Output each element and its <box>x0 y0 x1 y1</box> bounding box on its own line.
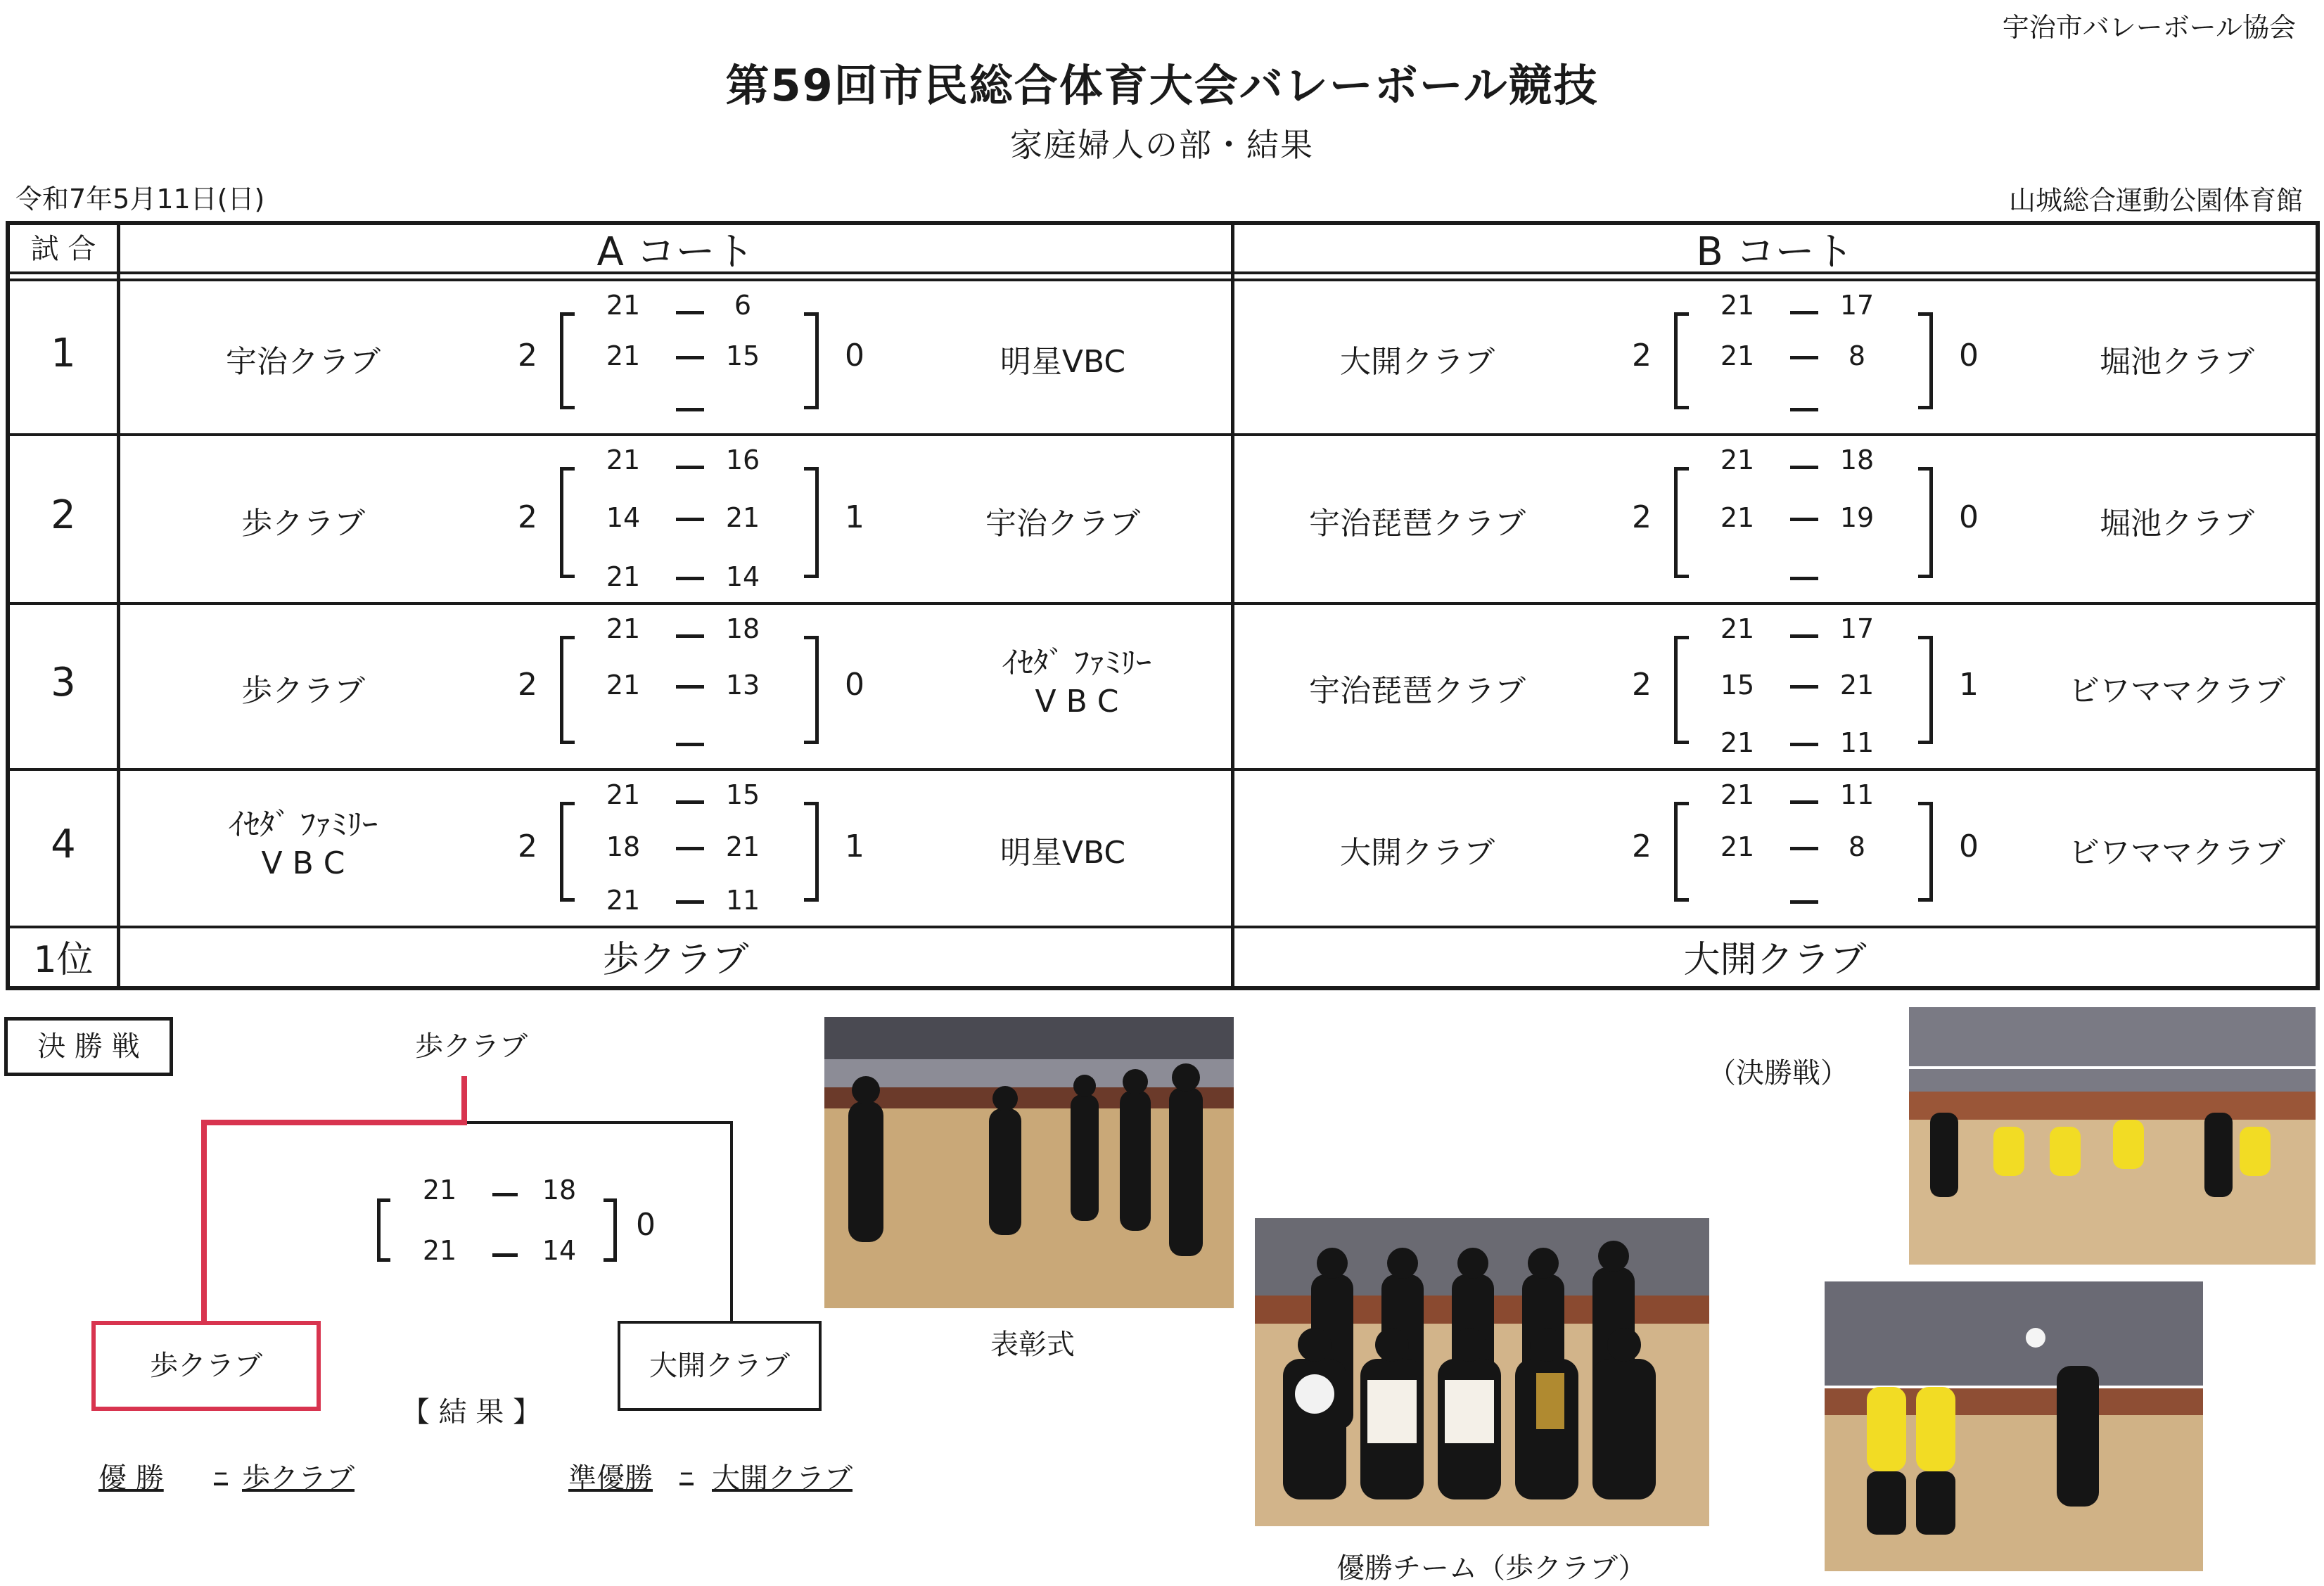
score-bracket-left <box>560 312 575 409</box>
set-score-home: 21 <box>606 670 641 701</box>
score-bracket-right <box>1918 802 1933 902</box>
away-team-line2: V B C <box>1035 684 1119 720</box>
final-set1-right: 18 <box>542 1175 577 1206</box>
home-sets: 2 <box>1632 829 1652 864</box>
score-dash <box>1790 466 1818 469</box>
set-score-away: 11 <box>725 885 760 916</box>
set-score-home: 21 <box>606 779 641 810</box>
away-sets: 0 <box>845 338 864 373</box>
set-score-away: 17 <box>1839 290 1875 321</box>
set-score-home: 21 <box>1720 779 1755 810</box>
score-bracket-left <box>560 636 575 744</box>
runnerup-team: 大開クラブ <box>712 1462 853 1495</box>
set-score-away: 15 <box>725 779 760 810</box>
score-dash <box>676 577 704 580</box>
winner-line-vertical <box>461 1076 467 1123</box>
runnerup-label: 準優勝 <box>568 1462 653 1495</box>
away-sets: 0 <box>845 667 864 703</box>
match-number: 4 <box>51 821 76 867</box>
home-sets: 2 <box>1632 667 1652 703</box>
away-team: 堀池クラブ <box>2100 506 2254 542</box>
home-team: 歩クラブ <box>241 506 365 542</box>
final-label-box <box>4 1017 173 1076</box>
set-score-home: 21 <box>606 290 641 321</box>
set-score-away: 11 <box>1839 727 1875 758</box>
ceremony-photo <box>824 1017 1234 1308</box>
runnerup-line-horizontal <box>467 1121 733 1124</box>
first-place-court-b: 大開クラブ <box>1683 939 1867 981</box>
away-team: ビワママクラブ <box>2069 673 2285 709</box>
score-bracket-right <box>804 802 819 902</box>
score-dash <box>676 466 704 469</box>
match-header: 試 合 <box>30 233 96 265</box>
score-dash <box>1790 356 1818 359</box>
away-sets: 0 <box>1959 338 1979 373</box>
score-bracket-left <box>1674 802 1689 902</box>
set-score-away: 6 <box>734 290 752 321</box>
score-bracket-right <box>1918 636 1933 744</box>
set-score-away: 21 <box>725 502 760 533</box>
away-sets: 1 <box>1959 667 1979 703</box>
score-bracket-right <box>1918 467 1933 578</box>
score-dash <box>1790 518 1818 521</box>
score-bracket-right <box>804 636 819 744</box>
final-team-right-box <box>618 1321 822 1411</box>
away-team: ｲｾﾀﾞ ﾌｧﾐﾘｰ <box>1002 645 1151 681</box>
winner-line-down <box>201 1120 207 1321</box>
score-dash <box>676 743 704 746</box>
final-team-left: 歩クラブ <box>150 1350 262 1382</box>
home-team: 宇治琵琶クラブ <box>1309 506 1526 542</box>
champion-label: 優 勝 <box>98 1462 164 1495</box>
set-score-away: 18 <box>725 613 760 644</box>
score-bracket-left <box>1674 636 1689 744</box>
away-sets: 0 <box>1959 499 1979 535</box>
score-bracket-right <box>1918 312 1933 409</box>
score-dash <box>676 800 704 804</box>
set-score-away: 15 <box>725 340 760 371</box>
set-score-home: 21 <box>606 561 641 592</box>
final-winner-top: 歩クラブ <box>415 1030 528 1063</box>
set-score-away: 8 <box>1848 831 1866 862</box>
set-score-away: 19 <box>1839 502 1875 533</box>
final-score-bracket-left <box>377 1198 390 1262</box>
match-number: 3 <box>51 660 76 705</box>
champion-team-photo <box>1255 1218 1709 1526</box>
score-dash <box>1790 847 1818 850</box>
final-team-left-box <box>91 1321 321 1411</box>
set-score-home: 15 <box>1720 670 1755 701</box>
away-sets: 1 <box>845 499 864 535</box>
court-b-header: B コート <box>1696 229 1854 275</box>
first-place-court-a: 歩クラブ <box>602 939 749 981</box>
champion-team-caption: 優勝チーム（歩クラブ） <box>1336 1552 1647 1585</box>
score-dash <box>676 847 704 850</box>
score-bracket-left <box>560 802 575 902</box>
score-bracket-left <box>1674 312 1689 409</box>
final-set2-left: 21 <box>422 1235 457 1266</box>
home-team: ｲｾﾀﾞ ﾌｧﾐﾘｰ <box>229 807 378 843</box>
home-sets: 2 <box>518 338 537 373</box>
set-score-home: 21 <box>1720 727 1755 758</box>
score-dash <box>676 518 704 521</box>
set-score-home: 21 <box>606 445 641 475</box>
set-score-away: 21 <box>725 831 760 862</box>
event-venue: 山城総合運動公園体育館 <box>2008 185 2303 216</box>
score-bracket-left <box>560 467 575 578</box>
away-team: 明星VBC <box>1000 344 1126 380</box>
ceremony-caption: 表彰式 <box>990 1329 1075 1361</box>
result-label: 【 結 果 】 <box>401 1396 542 1428</box>
home-team: 宇治琵琶クラブ <box>1309 673 1526 709</box>
final-set1-left: 21 <box>422 1175 457 1206</box>
set-score-home: 21 <box>1720 445 1755 475</box>
set-score-away: 17 <box>1839 613 1875 644</box>
champion-dash: – <box>214 1456 228 1488</box>
runnerup-dash: – <box>679 1456 694 1488</box>
page-title: 第59回市民総合体育大会バレーボール競技 <box>725 60 1599 111</box>
set-score-away: 21 <box>1839 670 1875 701</box>
score-dash <box>676 685 704 689</box>
organization-name: 宇治市バレーボール協会 <box>2002 12 2296 43</box>
away-team: 宇治クラブ <box>985 506 1140 542</box>
final-away-sets: 0 <box>636 1207 656 1243</box>
page-subtitle: 家庭婦人の部・結果 <box>1010 126 1314 164</box>
first-place-label: 1位 <box>33 939 94 981</box>
set-score-away: 11 <box>1839 779 1875 810</box>
set-score-home: 21 <box>1720 613 1755 644</box>
score-dash <box>676 634 704 638</box>
set-score-away: 13 <box>725 670 760 701</box>
home-sets: 2 <box>1632 338 1652 373</box>
score-bracket-right <box>804 467 819 578</box>
score-dash <box>676 356 704 359</box>
away-sets: 1 <box>845 829 864 864</box>
score-bracket-left <box>1674 467 1689 578</box>
score-dash <box>1790 634 1818 638</box>
final-match-photo-1 <box>1909 1007 2316 1265</box>
winner-line-horizontal <box>201 1120 467 1125</box>
home-team: 宇治クラブ <box>226 344 381 380</box>
home-sets: 2 <box>518 667 537 703</box>
score-dash <box>1790 685 1818 689</box>
home-team: 大開クラブ <box>1340 835 1495 871</box>
set-score-home: 21 <box>1720 340 1755 371</box>
score-dash <box>1790 743 1818 746</box>
match-number: 2 <box>51 492 76 538</box>
event-date: 令和7年5月11日(日) <box>15 184 265 215</box>
final-match-photo-2 <box>1825 1281 2203 1571</box>
score-dash <box>1790 800 1818 804</box>
home-team: 歩クラブ <box>241 673 365 709</box>
home-sets: 2 <box>1632 499 1652 535</box>
set-score-away: 18 <box>1839 445 1875 475</box>
final-score-bracket-right <box>604 1198 617 1262</box>
away-team: ビワママクラブ <box>2069 835 2285 871</box>
set-score-away: 8 <box>1848 340 1866 371</box>
score-dash <box>1790 900 1818 904</box>
home-sets: 2 <box>518 829 537 864</box>
runnerup-line-down <box>730 1121 733 1321</box>
set-score-home: 21 <box>1720 290 1755 321</box>
home-sets: 2 <box>518 499 537 535</box>
away-team: 堀池クラブ <box>2100 344 2254 380</box>
set-score-home: 21 <box>606 613 641 644</box>
set-score-home: 18 <box>606 831 641 862</box>
set-score-home: 21 <box>1720 502 1755 533</box>
set-score-home: 21 <box>1720 831 1755 862</box>
final-photo-caption: （決勝戦） <box>1708 1057 1849 1089</box>
set-score-away: 14 <box>725 561 760 592</box>
score-dash <box>676 900 704 904</box>
score-dash <box>1790 577 1818 580</box>
final-set2-right: 14 <box>542 1235 577 1266</box>
away-sets: 0 <box>1959 829 1979 864</box>
match-number: 1 <box>51 331 76 376</box>
home-team: 大開クラブ <box>1340 344 1495 380</box>
set-score-home: 21 <box>606 340 641 371</box>
final-team-right: 大開クラブ <box>649 1350 790 1382</box>
court-a-header: A コート <box>596 229 755 275</box>
set-score-home: 21 <box>606 885 641 916</box>
score-dash <box>1790 311 1818 314</box>
set-score-home: 14 <box>606 502 641 533</box>
score-dash <box>676 408 704 411</box>
score-dash <box>676 311 704 314</box>
final-label: 決 勝 戦 <box>37 1030 140 1063</box>
home-team-line2: V B C <box>261 845 345 881</box>
champion-team: 歩クラブ <box>242 1462 355 1495</box>
set-score-away: 16 <box>725 445 760 475</box>
away-team: 明星VBC <box>1000 835 1126 871</box>
score-bracket-right <box>804 312 819 409</box>
score-dash <box>1790 408 1818 411</box>
